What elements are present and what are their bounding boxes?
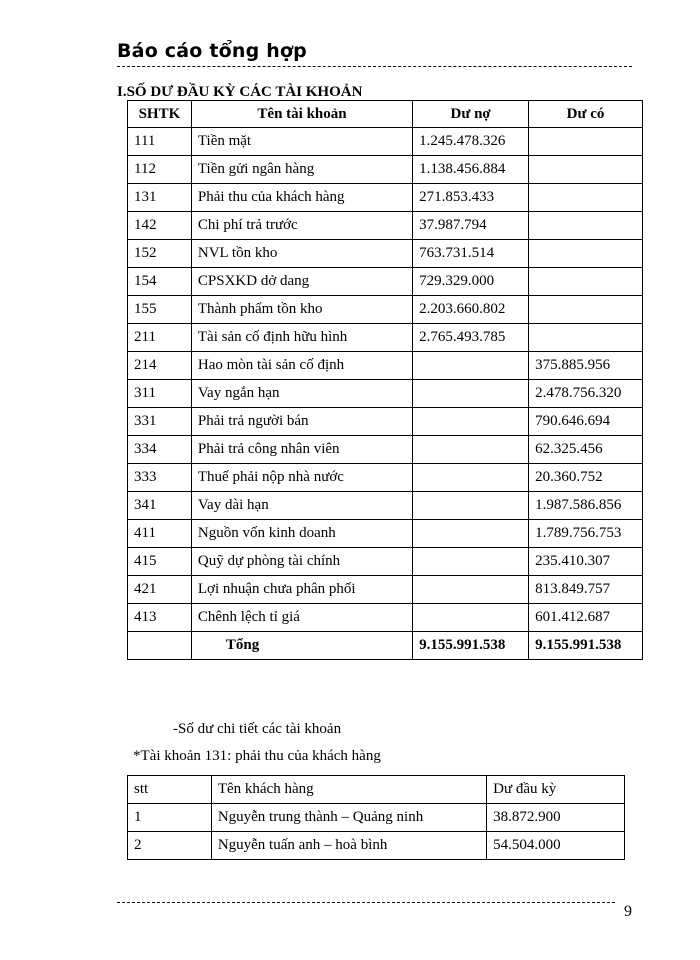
account-name: Lợi nhuận chưa phân phối bbox=[191, 576, 412, 604]
total-row bbox=[128, 632, 643, 660]
table-row bbox=[128, 184, 643, 212]
table-row bbox=[128, 240, 643, 268]
table-row bbox=[128, 464, 643, 492]
debit-value bbox=[413, 352, 529, 380]
debit-value: 763.731.514 bbox=[413, 240, 529, 268]
account-code: 334 bbox=[128, 436, 192, 464]
table-row bbox=[128, 352, 643, 380]
debit-value: 271.853.433 bbox=[413, 184, 529, 212]
account-name: Phải trả người bán bbox=[191, 408, 412, 436]
balance-table bbox=[127, 100, 643, 660]
customer-table bbox=[127, 775, 625, 860]
page-number: 9 bbox=[624, 903, 632, 920]
credit-value: 790.646.694 bbox=[529, 408, 643, 436]
account-code: 152 bbox=[128, 240, 192, 268]
debit-value bbox=[413, 576, 529, 604]
credit-value: 62.325.456 bbox=[529, 436, 643, 464]
table-row bbox=[128, 520, 643, 548]
total-label: Tổng bbox=[191, 632, 412, 660]
debit-value bbox=[413, 380, 529, 408]
debit-value bbox=[413, 548, 529, 576]
debit-value: 1.245.478.326 bbox=[413, 128, 529, 156]
row-number: 2 bbox=[128, 832, 212, 860]
credit-value bbox=[529, 296, 643, 324]
table-row bbox=[128, 548, 643, 576]
account-code: 411 bbox=[128, 520, 192, 548]
credit-value bbox=[529, 324, 643, 352]
account-code: 311 bbox=[128, 380, 192, 408]
customer-name: Nguyễn trung thành – Quảng ninh bbox=[211, 804, 486, 832]
account-name: CPSXKD dở dang bbox=[191, 268, 412, 296]
opening-balance: 54.504.000 bbox=[487, 832, 625, 860]
page-title: Báo cáo tổng hợp bbox=[117, 40, 307, 62]
column-header: stt bbox=[128, 776, 212, 804]
account-name: Tiền mặt bbox=[191, 128, 412, 156]
account-code: 421 bbox=[128, 576, 192, 604]
table-row bbox=[128, 804, 625, 832]
table-header-row bbox=[128, 776, 625, 804]
column-header: Tên tài khoản bbox=[191, 101, 412, 128]
account-name: Phải trả công nhân viên bbox=[191, 436, 412, 464]
credit-value: 813.849.757 bbox=[529, 576, 643, 604]
credit-value: 375.885.956 bbox=[529, 352, 643, 380]
account-name: Phải thu của khách hàng bbox=[191, 184, 412, 212]
table-row bbox=[128, 832, 625, 860]
credit-value: 2.478.756.320 bbox=[529, 380, 643, 408]
account-code: 112 bbox=[128, 156, 192, 184]
credit-value bbox=[529, 240, 643, 268]
column-header: Dư có bbox=[529, 101, 643, 128]
table-header-row bbox=[128, 101, 643, 128]
debit-value bbox=[413, 520, 529, 548]
debit-value: 37.987.794 bbox=[413, 212, 529, 240]
table-row bbox=[128, 604, 643, 632]
credit-value bbox=[529, 156, 643, 184]
debit-value bbox=[413, 492, 529, 520]
total-code-cell bbox=[128, 632, 192, 660]
credit-value: 1.987.586.856 bbox=[529, 492, 643, 520]
account-name: Vay dài hạn bbox=[191, 492, 412, 520]
column-header: Dư đầu kỳ bbox=[487, 776, 625, 804]
account-name: Chi phí trả trước bbox=[191, 212, 412, 240]
section-title: I.SỐ DƯ ĐẦU KỲ CÁC TÀI KHOẢN bbox=[117, 84, 363, 100]
account-code: 331 bbox=[128, 408, 192, 436]
table-row bbox=[128, 436, 643, 464]
credit-value bbox=[529, 128, 643, 156]
debit-value: 2.203.660.802 bbox=[413, 296, 529, 324]
row-number: 1 bbox=[128, 804, 212, 832]
account-name: Thuế phải nộp nhà nước bbox=[191, 464, 412, 492]
debit-value bbox=[413, 408, 529, 436]
account-code: 155 bbox=[128, 296, 192, 324]
detail-heading: -Số dư chi tiết các tài khoản bbox=[173, 721, 342, 737]
credit-value: 601.412.687 bbox=[529, 604, 643, 632]
footer-divider bbox=[117, 902, 615, 903]
account-name: Tài sản cố định hữu hình bbox=[191, 324, 412, 352]
debit-value bbox=[413, 436, 529, 464]
table-row bbox=[128, 408, 643, 436]
customer-name: Nguyễn tuấn anh – hoà bình bbox=[211, 832, 486, 860]
table-row bbox=[128, 128, 643, 156]
table-row bbox=[128, 212, 643, 240]
debit-value bbox=[413, 464, 529, 492]
debit-value bbox=[413, 604, 529, 632]
debit-value: 729.329.000 bbox=[413, 268, 529, 296]
account-code: 413 bbox=[128, 604, 192, 632]
credit-value: 20.360.752 bbox=[529, 464, 643, 492]
account-code: 111 bbox=[128, 128, 192, 156]
table-row bbox=[128, 156, 643, 184]
table-row bbox=[128, 296, 643, 324]
credit-value: 1.789.756.753 bbox=[529, 520, 643, 548]
header-divider bbox=[117, 66, 632, 67]
table-row bbox=[128, 576, 643, 604]
account-code: 142 bbox=[128, 212, 192, 240]
account-name: Chênh lệch tỉ giá bbox=[191, 604, 412, 632]
table-row bbox=[128, 492, 643, 520]
credit-value bbox=[529, 212, 643, 240]
opening-balance: 38.872.900 bbox=[487, 804, 625, 832]
debit-value: 2.765.493.785 bbox=[413, 324, 529, 352]
account-code: 415 bbox=[128, 548, 192, 576]
account-code: 131 bbox=[128, 184, 192, 212]
total-debit: 9.155.991.538 bbox=[413, 632, 529, 660]
table-row bbox=[128, 380, 643, 408]
account-name: Tiền gửi ngân hàng bbox=[191, 156, 412, 184]
table-row bbox=[128, 268, 643, 296]
debit-value: 1.138.456.884 bbox=[413, 156, 529, 184]
account-name: Thành phẩm tồn kho bbox=[191, 296, 412, 324]
account-name: Nguồn vốn kinh doanh bbox=[191, 520, 412, 548]
credit-value: 235.410.307 bbox=[529, 548, 643, 576]
table-row bbox=[128, 324, 643, 352]
credit-value bbox=[529, 268, 643, 296]
account-code: 214 bbox=[128, 352, 192, 380]
column-header: Tên khách hàng bbox=[211, 776, 486, 804]
account-code: 154 bbox=[128, 268, 192, 296]
detail-note: *Tài khoản 131: phải thu của khách hàng bbox=[133, 748, 381, 764]
account-name: NVL tồn kho bbox=[191, 240, 412, 268]
account-code: 341 bbox=[128, 492, 192, 520]
column-header: Dư nợ bbox=[413, 101, 529, 128]
column-header: SHTK bbox=[128, 101, 192, 128]
total-credit: 9.155.991.538 bbox=[529, 632, 643, 660]
account-name: Quỹ dự phòng tài chính bbox=[191, 548, 412, 576]
account-name: Vay ngắn hạn bbox=[191, 380, 412, 408]
account-code: 333 bbox=[128, 464, 192, 492]
credit-value bbox=[529, 184, 643, 212]
account-name: Hao mòn tài sản cố định bbox=[191, 352, 412, 380]
account-code: 211 bbox=[128, 324, 192, 352]
